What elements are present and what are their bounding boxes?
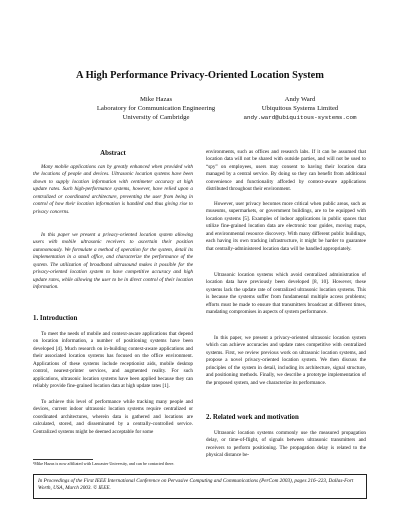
abstract-paragraph: In this paper we present a privacy-oriented location system allowing users with mobile ultrasonic receivers to ascertain their position autonomously. We formulate a method of operation for the system, detail its implementation in a small office, and characterize the performance of the system. The utilization of broadband ultrasound makes it possible for the privacy-oriented location system to have competitive accuracy and high update rates, while allowing the user to be in direct control of their location information. xyxy=(33,232,193,291)
author-email: andy.ward@ubiquitous-systems.com xyxy=(243,114,357,122)
body-paragraph: However, user privacy becomes more critical when public areas, such as museums, supermarkets, or government buildings, are to be equipped with location systems [5]. Examples of indoor applications in public spaces that utilize fine-grained location data are electronic tour guides, moving maps, and environmental resource discovery. With many different public buildings, each having its own tracking infrastructure, it might be harder to guarantee that centrally-administered location data will be handled appropriately. xyxy=(206,201,366,252)
author-block-1 xyxy=(76,95,236,123)
author-block-2 xyxy=(220,95,380,123)
abstract-heading: Abstract xyxy=(100,150,126,157)
paper-title: A High Performance Privacy-Oriented Location System xyxy=(76,70,324,81)
body-paragraph: To meet the needs of mobile and context-aware applications that depend on location information, a number of positioning systems have been developed [4]. Much research on in-building context-aware applications and their associated location systems has focused on the office environment. Applications of these systems include receptionist aids, mobile desktop control, nearest-printer services, and augmented reality. For such applications, ultrasonic location systems have been applied because they can reliably provide fine-grained location data at high update rates [1]. xyxy=(33,331,193,390)
abstract-paragraph: Many mobile applications can by greatly enhanced when provided with the locations of people and devices. Ultrasonic location systems have been shown to supply location information with centimeter accuracy at high update rates. Such high-performance systems, however, have relied upon a centralized or coordinated architecture, preventing the user from being in control of how their location information is handled and thus giving rise to privacy concerns. xyxy=(33,164,193,215)
body-paragraph: Ultrasonic location systems commonly use the measured propagation delay, or time-of-flight, of signals between ultrasonic transmitters and receivers to perform positioning. The propagation delay is related to the physical distance be- xyxy=(206,430,366,459)
body-paragraph: Ultrasonic location systems which avoid centralized administration of location data have previously been developed [8, 10]. However, these systems lack the update rate of centralized ultrasonic location systems. This is because the systems suffer from fundamental multiple access problems; efforts must be made to ensure that transmitters broadcast at different times, mandating compromises in aspects of system performance. xyxy=(206,272,366,316)
author-name: Mike Hazas xyxy=(139,96,173,103)
body-paragraph: environments, such as offices and research labs. If it can be assumed that location data will not be shared with outside parties, and will not be used to “spy” on employees, users may consent to having their location data managed by a central service. By doing so they can benefit from additional convenience and functionality afforded by context-aware applications distributed throughout their environment. xyxy=(206,149,366,193)
section-heading-introduction: 1. Introduction xyxy=(33,315,78,322)
proceedings-box: In Proceedings of the First IEEE International Conference on Pervasive Computing and Communications (PerCom 2003), pages 216–223, Dallas-Fort Worth, USA, March 2003. © IEEE. xyxy=(33,474,367,499)
author-name: Andy Ward xyxy=(284,96,316,103)
footnote: ¹Mike Hazas is now affiliated with Lancaster University, and can be contacted there. xyxy=(33,461,175,466)
author-affiliation: University of Cambridge xyxy=(122,114,190,122)
body-paragraph: In this paper, we present a privacy-oriented ultrasonic location system which can achieve accuracies and update rates competitive with centralized systems. First, we review previous work on ultrasonic location systems, and propose a novel privacy-oriented location system. We then discuss the principles of the system in detail, including its architecture, signal structure, and positioning methods. Finally, we describe a prototype implementation of the proposed system, and we characterize its performance. xyxy=(206,335,366,386)
section-heading-related-work: 2. Related work and motivation xyxy=(206,414,299,421)
footnote-rule xyxy=(33,459,93,460)
body-paragraph: To achieve this level of performance while tracking many people and devices, current indoor ultrasonic location systems require centralized or coordinated architectures, wherein data is gathered and locations are calculated, stored, and disseminated by a centrally-controlled service. Centralized systems might be deemed acceptable for some xyxy=(33,399,193,435)
author-affiliation: Ubiquitous Systems Limited xyxy=(261,105,339,113)
author-affiliation: Laboratory for Communication Engineering xyxy=(96,105,216,113)
